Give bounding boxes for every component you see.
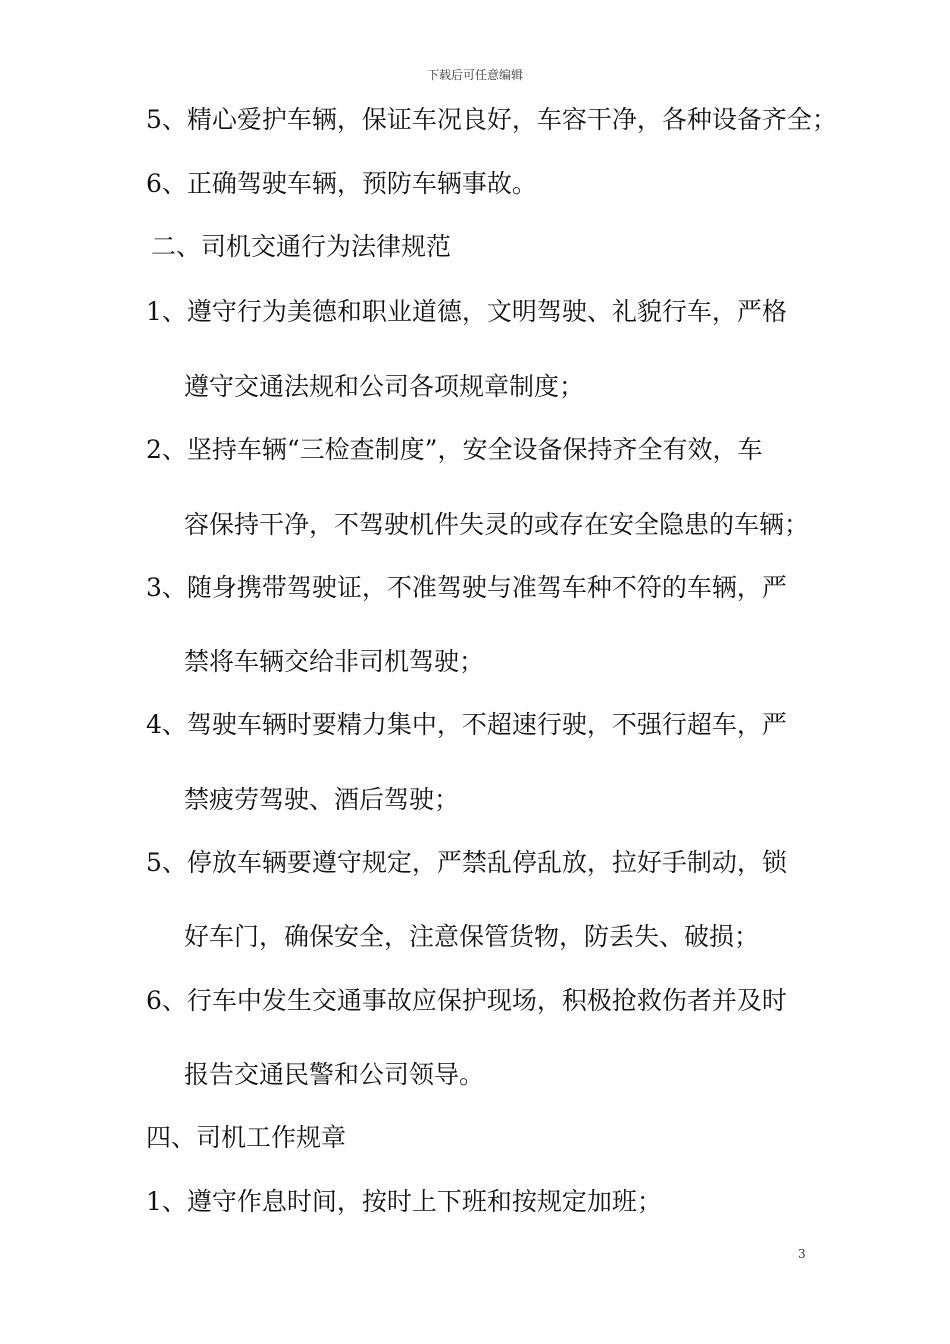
list-item-3-license-cont: 禁将车辆交给非司机驾驶； [184, 647, 485, 676]
list-item-6-accident-cont: 报告交通民警和公司领导。 [184, 1060, 485, 1089]
list-item-1-conduct-cont: 遵守交通法规和公司各项规章制度； [184, 372, 585, 401]
section-heading-traffic-rules: 二、司机交通行为法律规范 [151, 232, 452, 261]
list-item-2-inspection-cont: 容保持干净，不驾驶机件失灵的或存在安全隐患的车辆； [184, 510, 810, 539]
list-item-1-working-hours: 1、遵守作息时间，按时上下班和按规定加班； [146, 1187, 662, 1216]
list-item-1-conduct: 1、遵守行为美德和职业道德，文明驾驶、礼貌行车，严格 [146, 297, 787, 326]
page-number: 3 [798, 1247, 806, 1261]
list-item-5-parking-cont: 好车门，确保安全，注意保管货物，防丢失、破损； [184, 922, 760, 951]
list-item-5-car-care: 5、精心爱护车辆，保证车况良好，车容干净，各种设备齐全； [146, 105, 837, 134]
list-item-5-parking: 5、停放车辆要遵守规定，严禁乱停乱放，拉好手制动，锁 [146, 848, 787, 877]
list-item-3-license: 3、随身携带驾驶证，不准驾驶与准驾车种不符的车辆，严 [146, 573, 787, 602]
list-item-4-concentration: 4、驾驶车辆时要精力集中，不超速行驶，不强行超车，严 [146, 710, 787, 739]
list-item-2-inspection: 2、坚持车辆“三检查制度”，安全设备保持齐全有效，车 [146, 435, 763, 464]
page-header: 下载后可任意编辑 [426, 68, 523, 82]
section-heading-work-rules: 四、司机工作规章 [146, 1123, 347, 1152]
list-item-4-concentration-cont: 禁疲劳驾驶、酒后驾驶； [184, 785, 460, 814]
list-item-6-correct-driving: 6、正确驾驶车辆，预防车辆事故。 [146, 169, 537, 198]
list-item-6-accident: 6、行车中发生交通事故应保护现场，积极抢救伤者并及时 [146, 986, 787, 1015]
